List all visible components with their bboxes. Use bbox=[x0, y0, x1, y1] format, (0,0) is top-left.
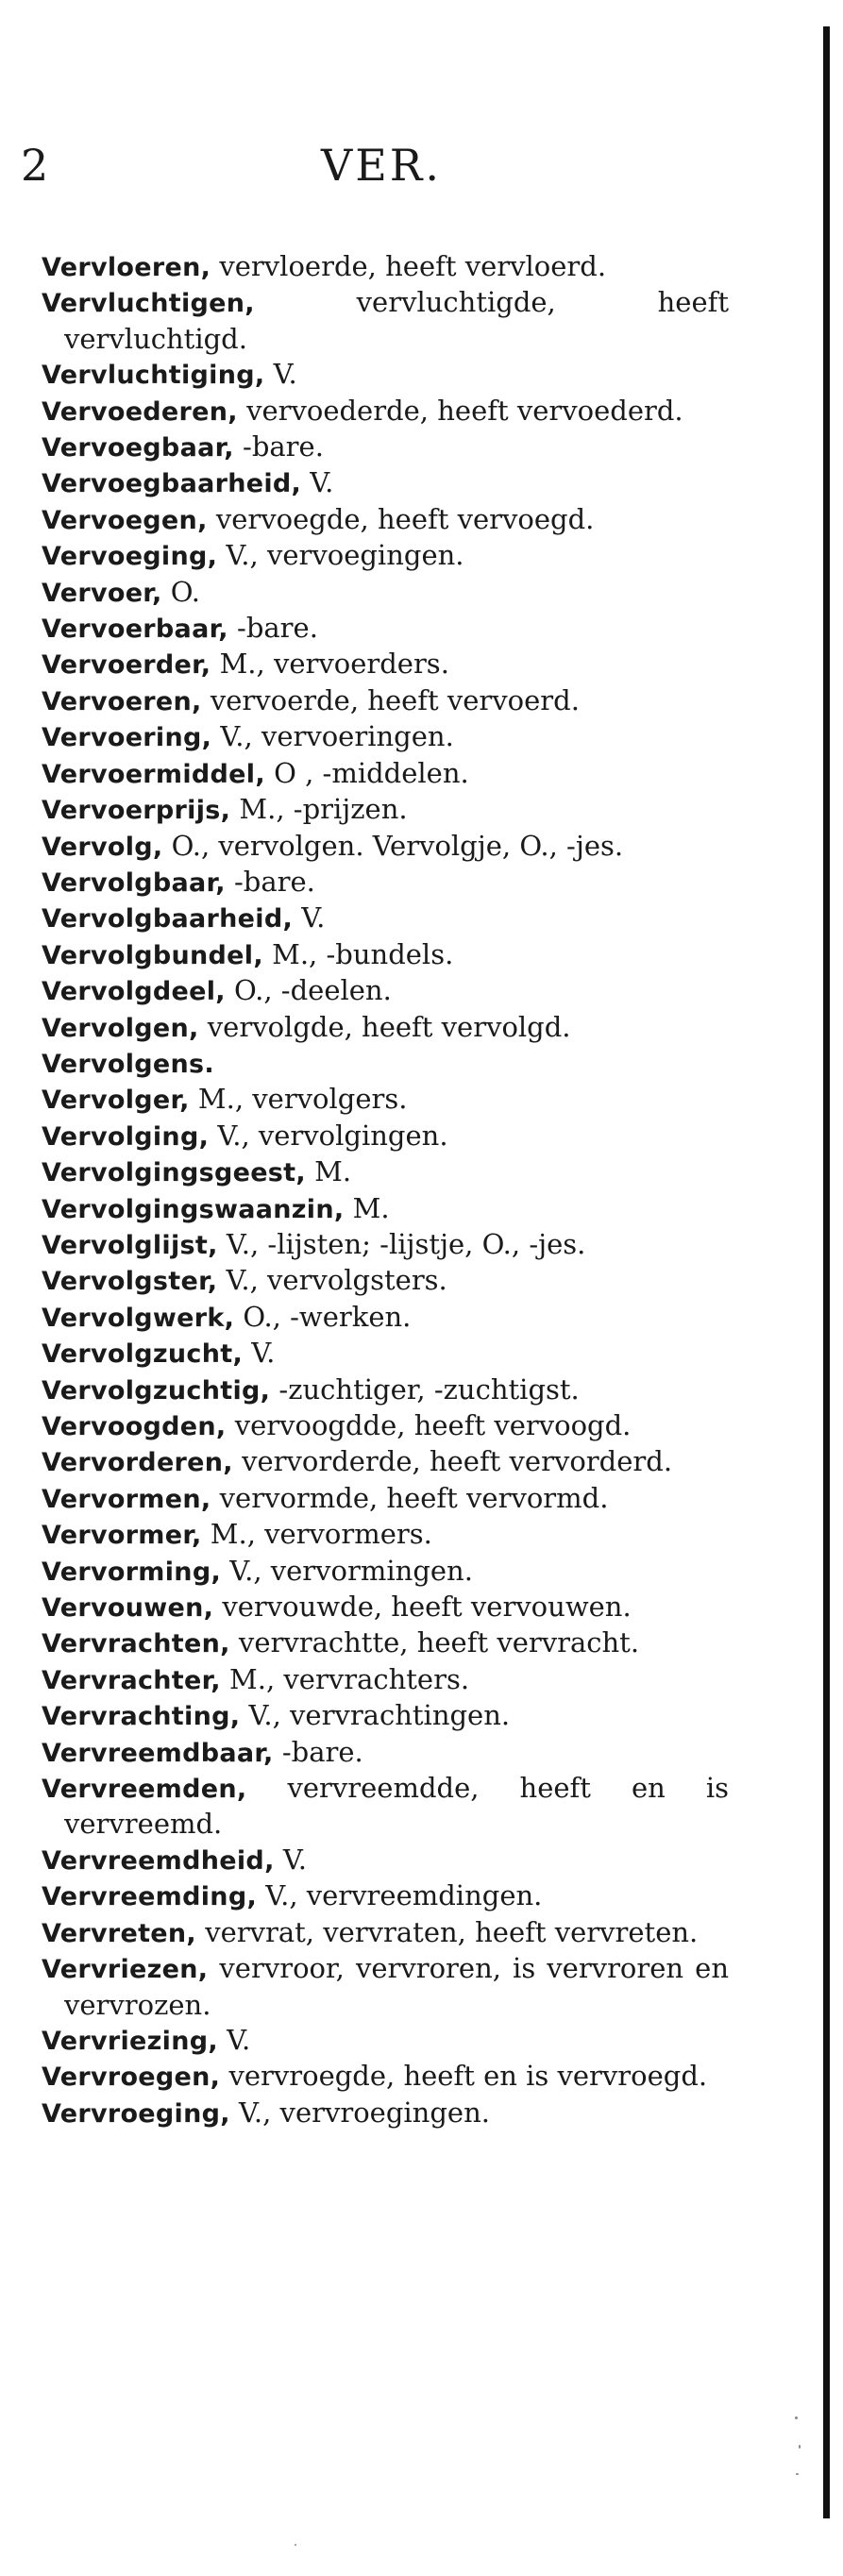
entry-definition: M. bbox=[305, 1155, 352, 1188]
entry-definition: vervormde, heeft vervormd. bbox=[211, 1481, 609, 1514]
running-head: VER. bbox=[321, 140, 443, 191]
dictionary-entry bbox=[42, 1010, 729, 1046]
dictionary-entry bbox=[42, 1590, 729, 1625]
entry-definition: O., vervolgen. Vervolgje, O., -jes. bbox=[162, 829, 624, 862]
dictionary-entry bbox=[42, 1517, 729, 1553]
dictionary-entry bbox=[42, 1554, 729, 1590]
entry-headword: Vervormer, bbox=[42, 1521, 202, 1551]
entry-definition: vervoederde, heeft vervoederd. bbox=[237, 394, 683, 427]
entry-definition: vervluchtigde, heeft vervluchtigd. bbox=[64, 286, 729, 355]
dictionary-entry bbox=[42, 249, 729, 285]
entry-definition: V., vervoegingen. bbox=[217, 539, 464, 572]
entry-headword: Vervluchtigen, bbox=[42, 289, 255, 319]
dictionary-entry bbox=[42, 1698, 729, 1734]
entry-headword: Vervolging, bbox=[42, 1121, 210, 1152]
entry-definition: M., vervormers. bbox=[201, 1518, 432, 1551]
entry-definition: vervoogdde, heeft vervoogd. bbox=[226, 1409, 632, 1441]
entry-headword: Vervroegen, bbox=[42, 2062, 221, 2093]
entry-definition: vervrachtte, heeft vervracht. bbox=[229, 1626, 640, 1659]
entry-definition: O , -middelen. bbox=[264, 756, 469, 789]
dictionary-entry bbox=[42, 1878, 729, 1914]
dictionary-entry bbox=[42, 1046, 729, 1082]
entry-headword: Vervolglijst, bbox=[42, 1230, 218, 1260]
page-number: 2 bbox=[21, 140, 50, 191]
entry-definition: M., -bundels. bbox=[262, 937, 454, 970]
entry-definition: M., -prijzen. bbox=[230, 793, 408, 826]
entry-definition: vervoegde, heeft vervoegd. bbox=[207, 502, 595, 535]
entry-definition: V., vervoeringen. bbox=[211, 720, 454, 753]
dictionary-entry bbox=[42, 865, 729, 901]
entry-headword: Vervoermiddel, bbox=[42, 759, 265, 789]
dictionary-entry bbox=[42, 719, 729, 755]
entry-definition: vervoerde, heeft vervoerd. bbox=[201, 683, 580, 716]
entry-definition: vervreemdde, heeft en is vervreemd. bbox=[64, 1772, 729, 1841]
entry-definition: -bare. bbox=[233, 430, 324, 463]
entry-headword: Vervluchtiging, bbox=[42, 361, 265, 391]
dictionary-entry bbox=[42, 357, 729, 393]
entry-headword: Vervouwen, bbox=[42, 1593, 214, 1624]
entry-headword: Vervroeging, bbox=[42, 2098, 230, 2129]
entry-definition: V., vervormingen. bbox=[221, 1554, 473, 1587]
entry-headword: Vervolg, bbox=[42, 832, 163, 862]
entry-headword: Vervolgen, bbox=[42, 1013, 199, 1043]
entry-definition: vervroegde, heeft en is vervroegd. bbox=[220, 2060, 708, 2093]
entry-definition: V. bbox=[293, 901, 326, 934]
entry-headword: Vervriezing, bbox=[42, 2026, 218, 2056]
dictionary-entry bbox=[42, 1191, 729, 1227]
dictionary-entry bbox=[42, 429, 729, 465]
dictionary-entry bbox=[42, 1951, 729, 2023]
page-header bbox=[21, 140, 682, 196]
print-speck bbox=[295, 2544, 296, 2546]
dictionary-entry bbox=[42, 937, 729, 973]
entry-definition: O., -werken. bbox=[234, 1300, 412, 1333]
dictionary-entry bbox=[42, 1625, 729, 1661]
entry-headword: Vervormen, bbox=[42, 1484, 211, 1514]
entry-definition: V. bbox=[274, 1843, 307, 1876]
dictionary-entry bbox=[42, 1843, 729, 1878]
entry-definition: M., vervoerders. bbox=[211, 648, 449, 681]
entry-headword: Vervrachten, bbox=[42, 1629, 230, 1659]
dictionary-entry bbox=[42, 973, 729, 1009]
entry-headword: Vervolgster, bbox=[42, 1267, 218, 1297]
entry-definition: V. bbox=[301, 466, 334, 499]
dictionary-entry bbox=[42, 792, 729, 828]
dictionary-entry bbox=[42, 683, 729, 719]
entry-headword: Vervolgzucht, bbox=[42, 1339, 244, 1370]
entry-headword: Vervolgzuchtig, bbox=[42, 1375, 271, 1406]
entry-headword: Vervolgdeel, bbox=[42, 977, 226, 1007]
entry-definition: V., vervroegingen. bbox=[229, 2096, 490, 2129]
dictionary-entry bbox=[42, 1735, 729, 1771]
entry-headword: Vervoeging, bbox=[42, 542, 218, 572]
entry-headword: Vervoerder, bbox=[42, 650, 211, 681]
entry-headword: Vervoering, bbox=[42, 723, 212, 753]
entry-headword: Vervolgbaar, bbox=[42, 867, 226, 898]
dictionary-entry bbox=[42, 1300, 729, 1336]
entry-definition: -bare. bbox=[273, 1735, 363, 1768]
entry-definition: vervolgde, heeft vervolgd. bbox=[198, 1010, 571, 1043]
entry-headword: Vervoeren, bbox=[42, 686, 202, 716]
entry-definition: -bare. bbox=[225, 865, 315, 898]
entry-headword: Vervolgbundel, bbox=[42, 940, 263, 970]
entry-headword: Vervoerprijs, bbox=[42, 796, 231, 826]
dictionary-entry bbox=[42, 465, 729, 501]
dictionary-entry bbox=[42, 285, 729, 357]
entry-headword: Vervreemdheid, bbox=[42, 1845, 275, 1876]
entry-headword: Vervreemden, bbox=[42, 1775, 247, 1805]
entry-headword: Vervoegen, bbox=[42, 505, 208, 535]
entry-headword: Vervloeren, bbox=[42, 253, 211, 282]
entry-definition: M., vervolgers. bbox=[189, 1083, 408, 1116]
entry-headword: Vervolger, bbox=[42, 1086, 190, 1116]
dictionary-entry bbox=[42, 1227, 729, 1263]
entry-definition: V., vervrachtingen. bbox=[240, 1699, 511, 1732]
entry-headword: Vervrachting, bbox=[42, 1702, 241, 1732]
entry-definition: V., vervolgingen. bbox=[209, 1119, 448, 1152]
entry-headword: Vervorderen, bbox=[42, 1448, 233, 1478]
dictionary-entry bbox=[42, 1444, 729, 1480]
dictionary-entry bbox=[42, 647, 729, 682]
entry-definition: V. bbox=[264, 358, 297, 391]
entry-definition: vervrat, vervraten, heeft vervreten. bbox=[195, 1915, 699, 1948]
entry-headword: Vervoogden, bbox=[42, 1412, 227, 1441]
entry-headword: Vervolgbaarheid, bbox=[42, 904, 294, 934]
dictionary-entry bbox=[42, 1119, 729, 1154]
dictionary-entry bbox=[42, 1082, 729, 1118]
dictionary-entry bbox=[42, 394, 729, 429]
entry-headword: Vervriezen, bbox=[42, 1955, 209, 1985]
dictionary-entry bbox=[42, 1915, 729, 1951]
dictionary-entry bbox=[42, 1481, 729, 1517]
entry-headword: Vervolgingswaanzin, bbox=[42, 1194, 345, 1224]
entry-headword: Vervoer, bbox=[42, 578, 162, 608]
dictionary-entry bbox=[42, 538, 729, 574]
entry-headword: Vervreemdbaar, bbox=[42, 1738, 274, 1768]
entry-headword: Vervoegbaar, bbox=[42, 433, 234, 463]
entry-definition: V., vervreemdingen. bbox=[257, 1879, 543, 1912]
dictionary-entry bbox=[42, 1263, 729, 1299]
entry-headword: Vervolgwerk, bbox=[42, 1303, 235, 1333]
entry-headword: Vervreten, bbox=[42, 1918, 196, 1948]
entry-definition: V. bbox=[243, 1337, 276, 1370]
print-speck bbox=[796, 2473, 799, 2475]
dictionary-entry bbox=[42, 1408, 729, 1444]
entry-headword: Vervreemding, bbox=[42, 1882, 258, 1912]
dictionary-entry bbox=[42, 1771, 729, 1843]
entry-headword: Vervoegbaarheid, bbox=[42, 469, 302, 499]
entry-definition: M. bbox=[344, 1191, 390, 1224]
entry-definition: -zuchtiger, -zuchtigst. bbox=[270, 1372, 580, 1406]
dictionary-entry bbox=[42, 2059, 729, 2095]
dictionary-entry bbox=[42, 829, 729, 865]
spine-rule bbox=[823, 26, 830, 2518]
entry-definition: vervorderde, heeft vervorderd. bbox=[232, 1445, 673, 1478]
dictionary-entry bbox=[42, 1372, 729, 1408]
dictionary-entry bbox=[42, 2096, 729, 2131]
dictionary-entry bbox=[42, 756, 729, 792]
dictionary-entry bbox=[42, 1336, 729, 1372]
print-speck bbox=[799, 2445, 801, 2449]
entry-definition: V., vervolgsters. bbox=[217, 1264, 447, 1297]
entry-definition: V., -lijsten; -lijstje, O., -jes. bbox=[217, 1227, 586, 1260]
entry-definition: O. bbox=[161, 575, 201, 608]
entry-definition: -bare. bbox=[228, 612, 318, 645]
entry-headword: Vervoerbaar, bbox=[42, 615, 228, 645]
dictionary-entry bbox=[42, 502, 729, 538]
entry-definition: V. bbox=[217, 2023, 251, 2056]
dictionary-entry bbox=[42, 901, 729, 936]
entry-headword: Vervolgingsgeest, bbox=[42, 1158, 306, 1188]
print-speck bbox=[795, 2416, 798, 2419]
entry-definition: O., -deelen. bbox=[225, 974, 392, 1007]
entry-definition: M., vervrachters. bbox=[220, 1662, 470, 1695]
entry-headword: Vervoederen, bbox=[42, 396, 238, 427]
dictionary-entry bbox=[42, 2023, 729, 2059]
entry-definition: vervouwde, heeft vervouwen. bbox=[213, 1591, 632, 1624]
dictionary-entry bbox=[42, 1154, 729, 1190]
entry-headword: Vervrachter, bbox=[42, 1665, 221, 1695]
entry-definition: vervloerde, heeft vervloerd. bbox=[211, 250, 607, 282]
entry-headword: Vervorming, bbox=[42, 1557, 222, 1587]
dictionary-entry bbox=[42, 575, 729, 611]
entry-list bbox=[42, 249, 729, 2131]
dictionary-entry bbox=[42, 1662, 729, 1698]
entry-definition: vervroor, vervroren, is vervroren en vervrozen. bbox=[64, 1952, 729, 2021]
dictionary-entry bbox=[42, 611, 729, 647]
entry-headword: Vervolgens. bbox=[42, 1049, 214, 1079]
